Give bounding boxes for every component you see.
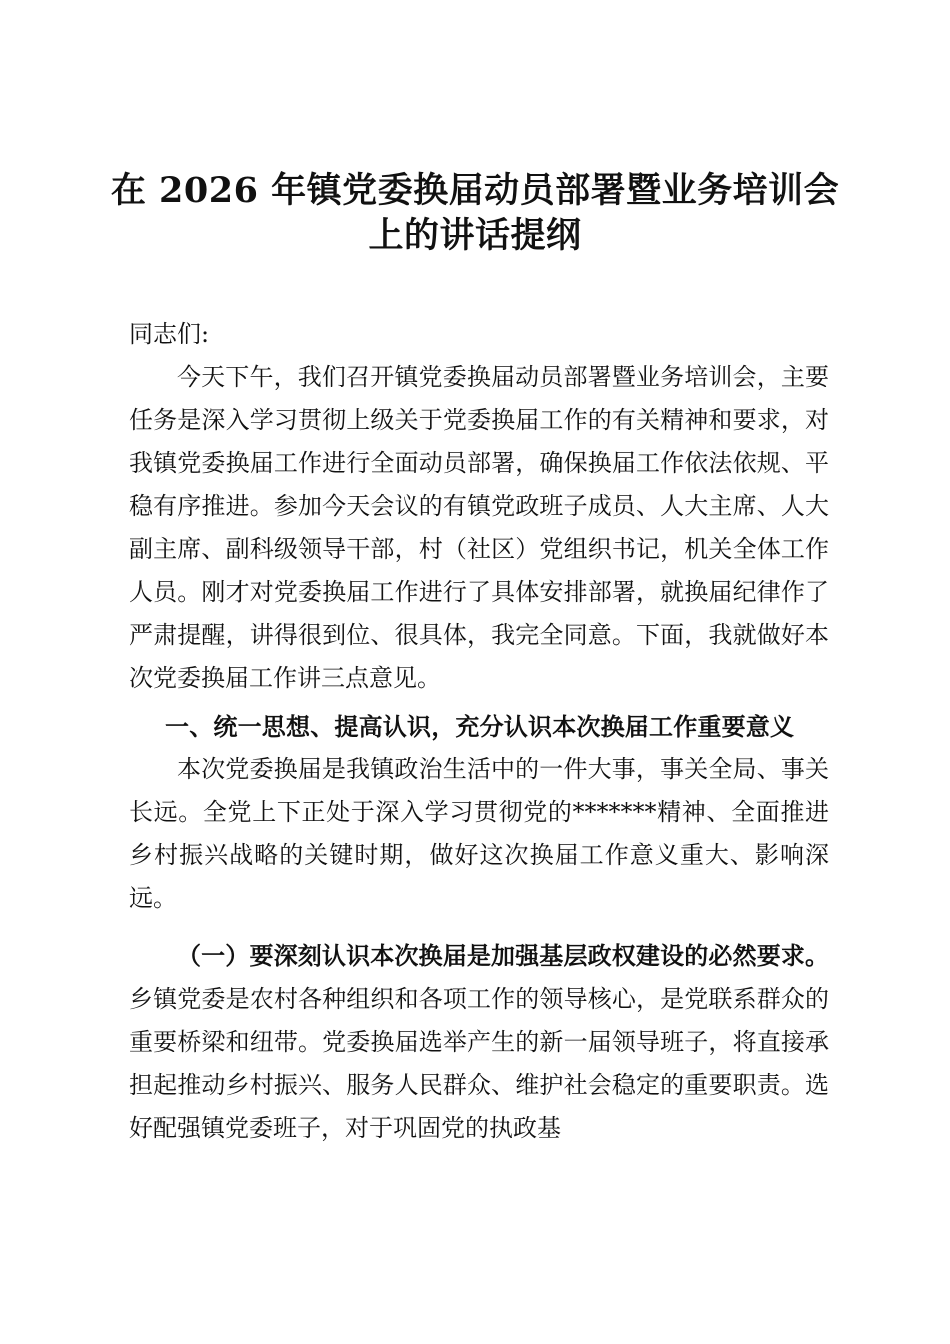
title-line-1: 在 2026 年镇党委换届动员部署暨业务培训会 bbox=[110, 170, 840, 211]
paragraph-section-1-intro: 本次党委换届是我镇政治生活中的一件大事，事关全局、事关长远。全党上下正处于深入学习贯彻党的*******精神、全面推进乡村振兴战略的关键时期，做好这次换届工作意义重大、影响深远。 bbox=[129, 755, 829, 912]
document-body bbox=[129, 313, 829, 1150]
paragraph-opening: 今天下午，我们召开镇党委换届动员部署暨业务培训会，主要任务是深入学习贯彻上级关于党委换届工作的有关精神和要求，对我镇党委换届工作进行全面动员部署，确保换届工作依法依规、平稳有序推进。参加今天会议的有镇党政班子成员、人大主席、人大副主席、副科级领导干部，村（社区）党组织书记，机关全体工作人员。刚才对党委换届工作进行了具体安排部署，就换届纪律作了严肃提醒，讲得很到位、很具体，我完全同意。下面，我就做好本次党委换届工作讲三点意见。 bbox=[129, 363, 829, 692]
paragraph-subsection-1 bbox=[129, 934, 829, 1150]
salutation: 同志们: bbox=[129, 320, 210, 348]
document-title bbox=[110, 168, 840, 258]
section-heading-1: 一、统一思想、提高认识，充分认识本次换届工作重要意义 bbox=[165, 712, 795, 741]
subsection-1-text: 乡镇党委是农村各种组织和各项工作的领导核心，是党联系群众的重要桥梁和纽带。党委换届选举产生的新一届领导班子，将直接承担起推动乡村振兴、服务人民群众、维护社会稳定的重要职责。选好配强镇党委班子，对于巩固党的执政基 bbox=[129, 985, 829, 1142]
title-line-2: 上的讲话提纲 bbox=[368, 215, 582, 256]
subsection-1-heading: （一）要深刻认识本次换届是加强基层政权建设的必然要求。 bbox=[177, 941, 829, 970]
